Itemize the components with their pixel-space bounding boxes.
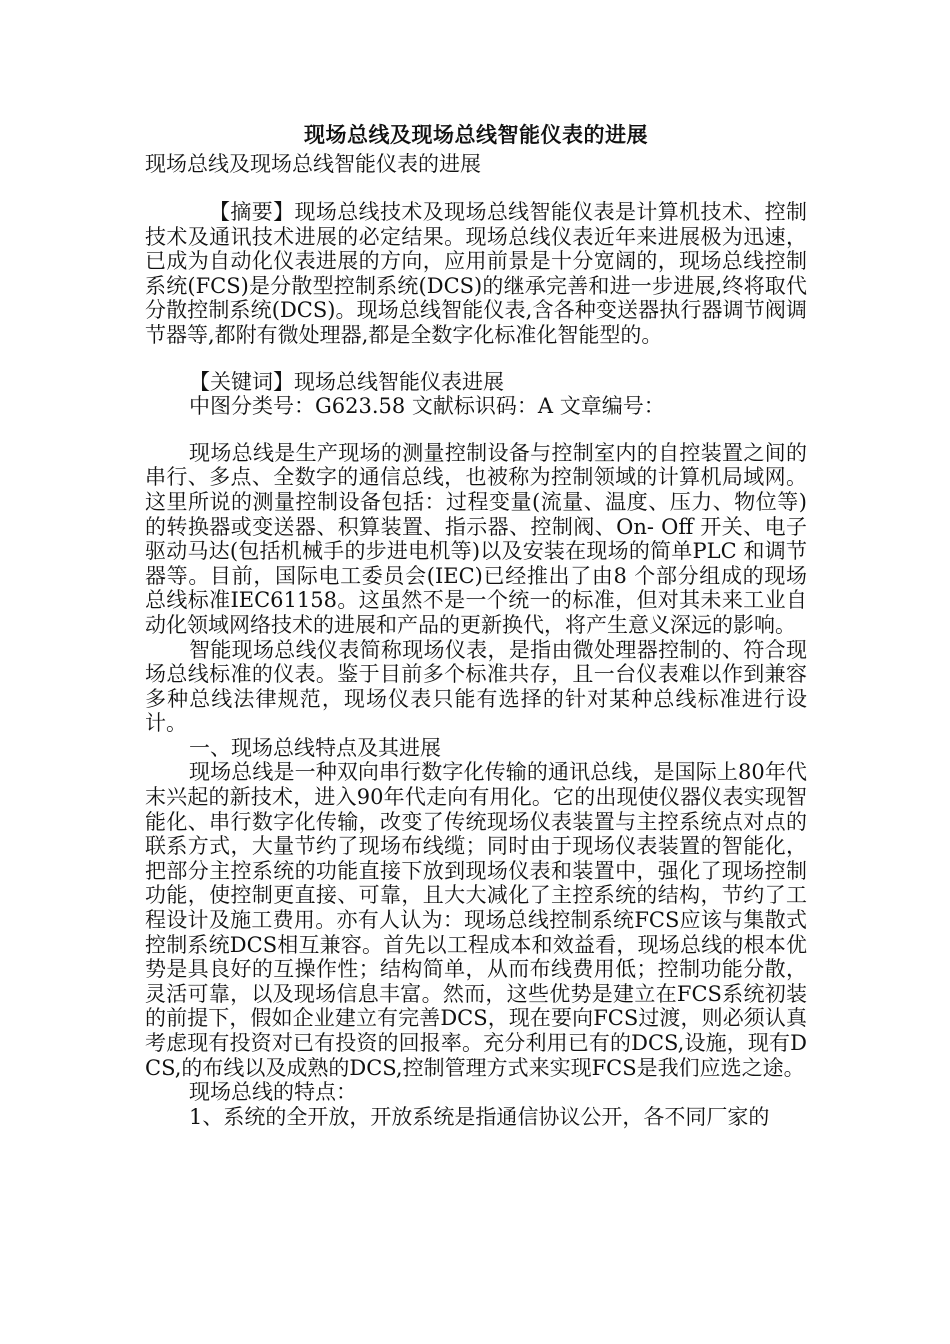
body-paragraph: 现场总线的特点：: [189, 1080, 357, 1105]
document-subtitle: 现场总线及现场总线智能仪表的进展: [145, 152, 481, 176]
keywords-line: 【关键词】现场总线智能仪表进展: [189, 369, 504, 394]
document-title: 现场总线及现场总线智能仪表的进展: [304, 122, 648, 147]
body-paragraph: 现场总线是生产现场的测量控制设备与控制室内的自控装置之间的串行、多点、全数字的通信总线，也被称为控制领域的计算机局域网。这里所说的测量控制设备包括：过程变量(流量、温度、压力、物位等)的转换器或变送器、积算装置、指示器、控制阀、On- Off 开关、电子驱动马达(包括机械手的步进电机等)以及安装在现场的简单PLC 和调节器等。目前，国际电工委员会(IEC)已经推出了由8 个部分组成的现场总线标准IEC61158。这虽然不是一个统一的标准，但对其未来工业自动化领域网络技术的进展和产品的更新换代，将产生意义深远的影响。: [145, 440, 807, 637]
section-heading: 一、现场总线特点及其进展: [189, 735, 441, 760]
abstract-paragraph: 【摘要】现场总线技术及现场总线智能仪表是计算机技术、控制技术及通讯技术进展的必定结果。现场总线仪表近年来进展极为迅速，已成为自动化仪表进展的方向，应用前景是十分宽阔的，现场总线控制系统(FCS)是分散型控制系统(DCS)的继承完善和进一步进展,终将取代分散控制系统(DCS)。现场总线智能仪表,含各种变送器执行器调节阀调节器等,都附有微处理器,都是全数字化标准化智能型的。: [145, 200, 807, 347]
document-page: [145, 120, 807, 1129]
classification-line: 中图分类号：G623.58 文献标识码：A 文章编号：: [189, 394, 665, 419]
body-paragraph: 现场总线是一种双向串行数字化传输的通讯总线，是国际上80年代末兴起的新技术，进入90年代走向有用化。它的出现使仪器仪表实现智能化、串行数字化传输，改变了传统现场仪表装置与主控系统点对点的联系方式，大量节约了现场布线缆；同时由于现场仪表装置的智能化，把部分主控系统的功能直接下放到现场仪表和装置中，强化了现场控制功能，使控制更直接、可靠，且大大减化了主控系统的结构，节约了工程设计及施工费用。亦有人认为：现场总线控制系统FCS应该与集散式控制系统DCS相互兼容。首先以工程成本和效益看，现场总线的根本优势是具良好的互操作性；结构简单，从而布线费用低；控制功能分散，灵活可靠，以及现场信息丰富。然而，这些优势是建立在FCS系统初装的前提下，假如企业建立有完善DCS，现在要向FCS过渡，则必须认真考虑现有投资对已有投资的回报率。充分利用已有的DCS,设施，现有DCS,的布线以及成熟的DCS,控制管理方式来实现FCS是我们应选之途。: [145, 760, 807, 1080]
list-item: 1、系统的全开放，开放系统是指通信协议公开，各不同厂家的: [189, 1104, 770, 1129]
body-paragraph: 智能现场总线仪表简称现场仪表，是指由微处理器控制的、符合现场总线标准的仪表。鉴于目前多个标准共存，且一台仪表难以作到兼容多种总线法律规范，现场仪表只能有选择的针对某种总线标准进行设计。: [145, 637, 807, 736]
